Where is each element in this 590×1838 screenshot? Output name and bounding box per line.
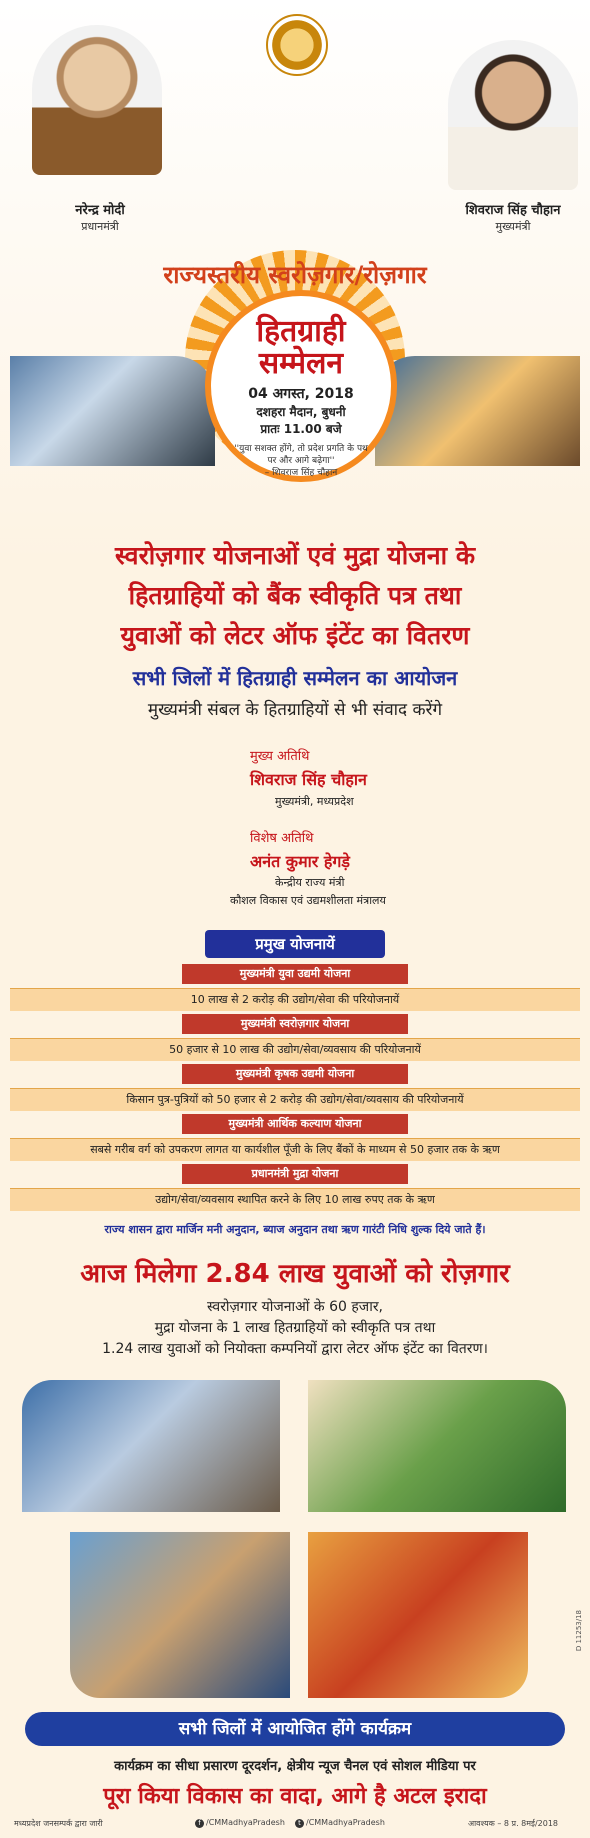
employment-headline: आज मिलेगा 2.84 लाख युवाओं को रोज़गार <box>80 1259 510 1289</box>
broadcast-note: कार्यक्रम का सीधा प्रसारण दूरदर्शन, क्षेत्रीय न्यूज चैनल एवं सोशल मीडिया पर <box>114 1759 476 1774</box>
schemes-heading: प्रमुख योजनायें <box>205 930 385 958</box>
headline-line4: सभी जिलों में हितग्राही सम्मेलन का आयोजन <box>132 666 458 690</box>
leader-left-photo <box>32 25 162 175</box>
slogan: पूरा किया विकास का वादा, आगे है अटल इरादा <box>103 1784 487 1809</box>
event-time: प्रातः 11.00 बजे <box>260 422 342 436</box>
scheme-title: मुख्यमंत्री आर्थिक कल्याण योजना <box>182 1114 408 1134</box>
leader-right-photo <box>448 40 578 190</box>
event-title-line1: हितग्राही <box>256 314 346 349</box>
event-date: 04 अगस्त, 2018 <box>248 386 354 402</box>
scheme-title: मुख्यमंत्री स्वरोज़गार योजना <box>182 1014 408 1034</box>
scheme-desc: सबसे गरीब वर्ग को उपकरण लागत या कार्यशील पूँजी के लिए बैंकों के माध्यम से 50 हजार तक के ऋण <box>10 1138 580 1161</box>
scheme-desc: 10 लाख से 2 करोड़ की उद्योग/सेवा की परियोजनायें <box>10 988 580 1011</box>
event-arch-text: राज्यस्तरीय स्वरोज़गार/रोज़गार <box>163 261 427 289</box>
ad-code: D 11253/18 <box>575 1610 583 1652</box>
farmer-photo <box>308 1380 566 1512</box>
tractor-driver-photo <box>70 1532 290 1698</box>
districts-banner: सभी जिलों में आयोजित होंगे कार्यक्रम <box>25 1712 565 1746</box>
chief-guest-label: मुख्य अतिथि <box>250 749 310 764</box>
twitter-icon: t <box>295 1819 304 1828</box>
event-circle <box>205 290 397 482</box>
subsidy-note: राज्य शासन द्वारा मार्जिन मनी अनुदान, ब्याज अनुदान तथा ऋण गारंटी निधि शुल्क दिये जाते हैं। <box>104 1223 486 1236</box>
issued-by: मध्यप्रदेश जनसम्पर्क द्वारा जारी <box>14 1819 103 1828</box>
headline-line3: युवाओं को लेटर ऑफ इंटेंट का वितरण <box>120 621 470 650</box>
event-quote: ''युवा सशक्त होंगे, तो प्रदेश प्रगति के पथ पर और आगे बढ़ेगा'' <box>234 444 368 466</box>
scheme-desc: 50 हजार से 10 लाख की उद्योग/सेवा/व्यवसाय की परियोजनायें <box>10 1038 580 1061</box>
facebook-handle[interactable]: /CMMadhyaPradesh <box>206 1818 285 1827</box>
headline-line5: मुख्यमंत्री संबल के हितग्राहियों से भी संवाद करेंगे <box>147 700 443 720</box>
headline-line2: हितग्राहियों को बैंक स्वीकृति पत्र तथा <box>128 581 462 610</box>
event-quote-author: – शिवराज सिंह चौहान <box>264 468 338 478</box>
employment-line3: 1.24 लाख युवाओं को नियोक्ता कम्पनियों द्वारा लेटर ऑफ इंटेंट का वितरण। <box>102 1341 488 1357</box>
twitter-handle-group[interactable] <box>295 1818 385 1828</box>
special-guest-label: विशेष अतिथि <box>250 831 314 846</box>
youth-at-computer-photo <box>10 356 215 466</box>
leader-right-name: शिवराज सिंह चौहान <box>465 203 561 218</box>
event-venue: दशहरा मैदान, बुधनी <box>256 405 346 419</box>
scheme-title: मुख्यमंत्री युवा उद्यमी योजना <box>182 964 408 984</box>
state-emblem-icon <box>266 14 328 76</box>
event-title-line2: सम्मेलन <box>258 346 344 381</box>
twitter-handle[interactable]: /CMMadhyaPradesh <box>306 1818 385 1827</box>
construction-site-photo <box>375 356 580 466</box>
special-guest-name: अनंत कुमार हेगड़े <box>250 852 350 871</box>
employment-line1: स्वरोज़गार योजनाओं के 60 हजार, <box>206 1299 384 1315</box>
chief-guest-name: शिवराज सिंह चौहान <box>250 770 367 789</box>
chief-guest-designation: मुख्यमंत्री, मध्यप्रदेश <box>275 795 354 808</box>
scheme-desc: किसान पुत्र-पुत्रियों को 50 हजार से 2 करोड़ की उद्योग/सेवा/व्यवसाय की परियोजनायें <box>10 1088 580 1111</box>
workers-photo <box>22 1380 280 1512</box>
facebook-handle-group[interactable] <box>195 1818 285 1828</box>
scheme-title: मुख्यमंत्री कृषक उद्यमी योजना <box>182 1064 408 1084</box>
headline-line1: स्वरोज़गार योजनाओं एवं मुद्रा योजना के <box>114 541 476 570</box>
special-guest-designation1: केन्द्रीय राज्य मंत्री <box>275 876 345 889</box>
scheme-desc: उद्योग/सेवा/व्यवसाय स्थापित करने के लिए 10 लाख रुपए तक के ऋण <box>10 1188 580 1211</box>
women-group-photo <box>308 1532 528 1698</box>
special-guest-designation2: कौशल विकास एवं उद्यमशीलता मंत्रालय <box>230 894 386 907</box>
release-note: आवश्यक – 8 प्र. 8मई/2018 <box>468 1819 559 1828</box>
leader-left-name: नरेन्द्र मोदी <box>75 203 125 218</box>
leader-right-designation: मुख्यमंत्री <box>495 220 531 233</box>
leader-left-designation: प्रधानमंत्री <box>81 220 119 233</box>
employment-line2: मुद्रा योजना के 1 लाख हितग्राहियों को स्वीकृति पत्र तथा <box>154 1320 436 1336</box>
scheme-title: प्रधानमंत्री मुद्रा योजना <box>182 1164 408 1184</box>
facebook-icon: f <box>195 1819 204 1828</box>
